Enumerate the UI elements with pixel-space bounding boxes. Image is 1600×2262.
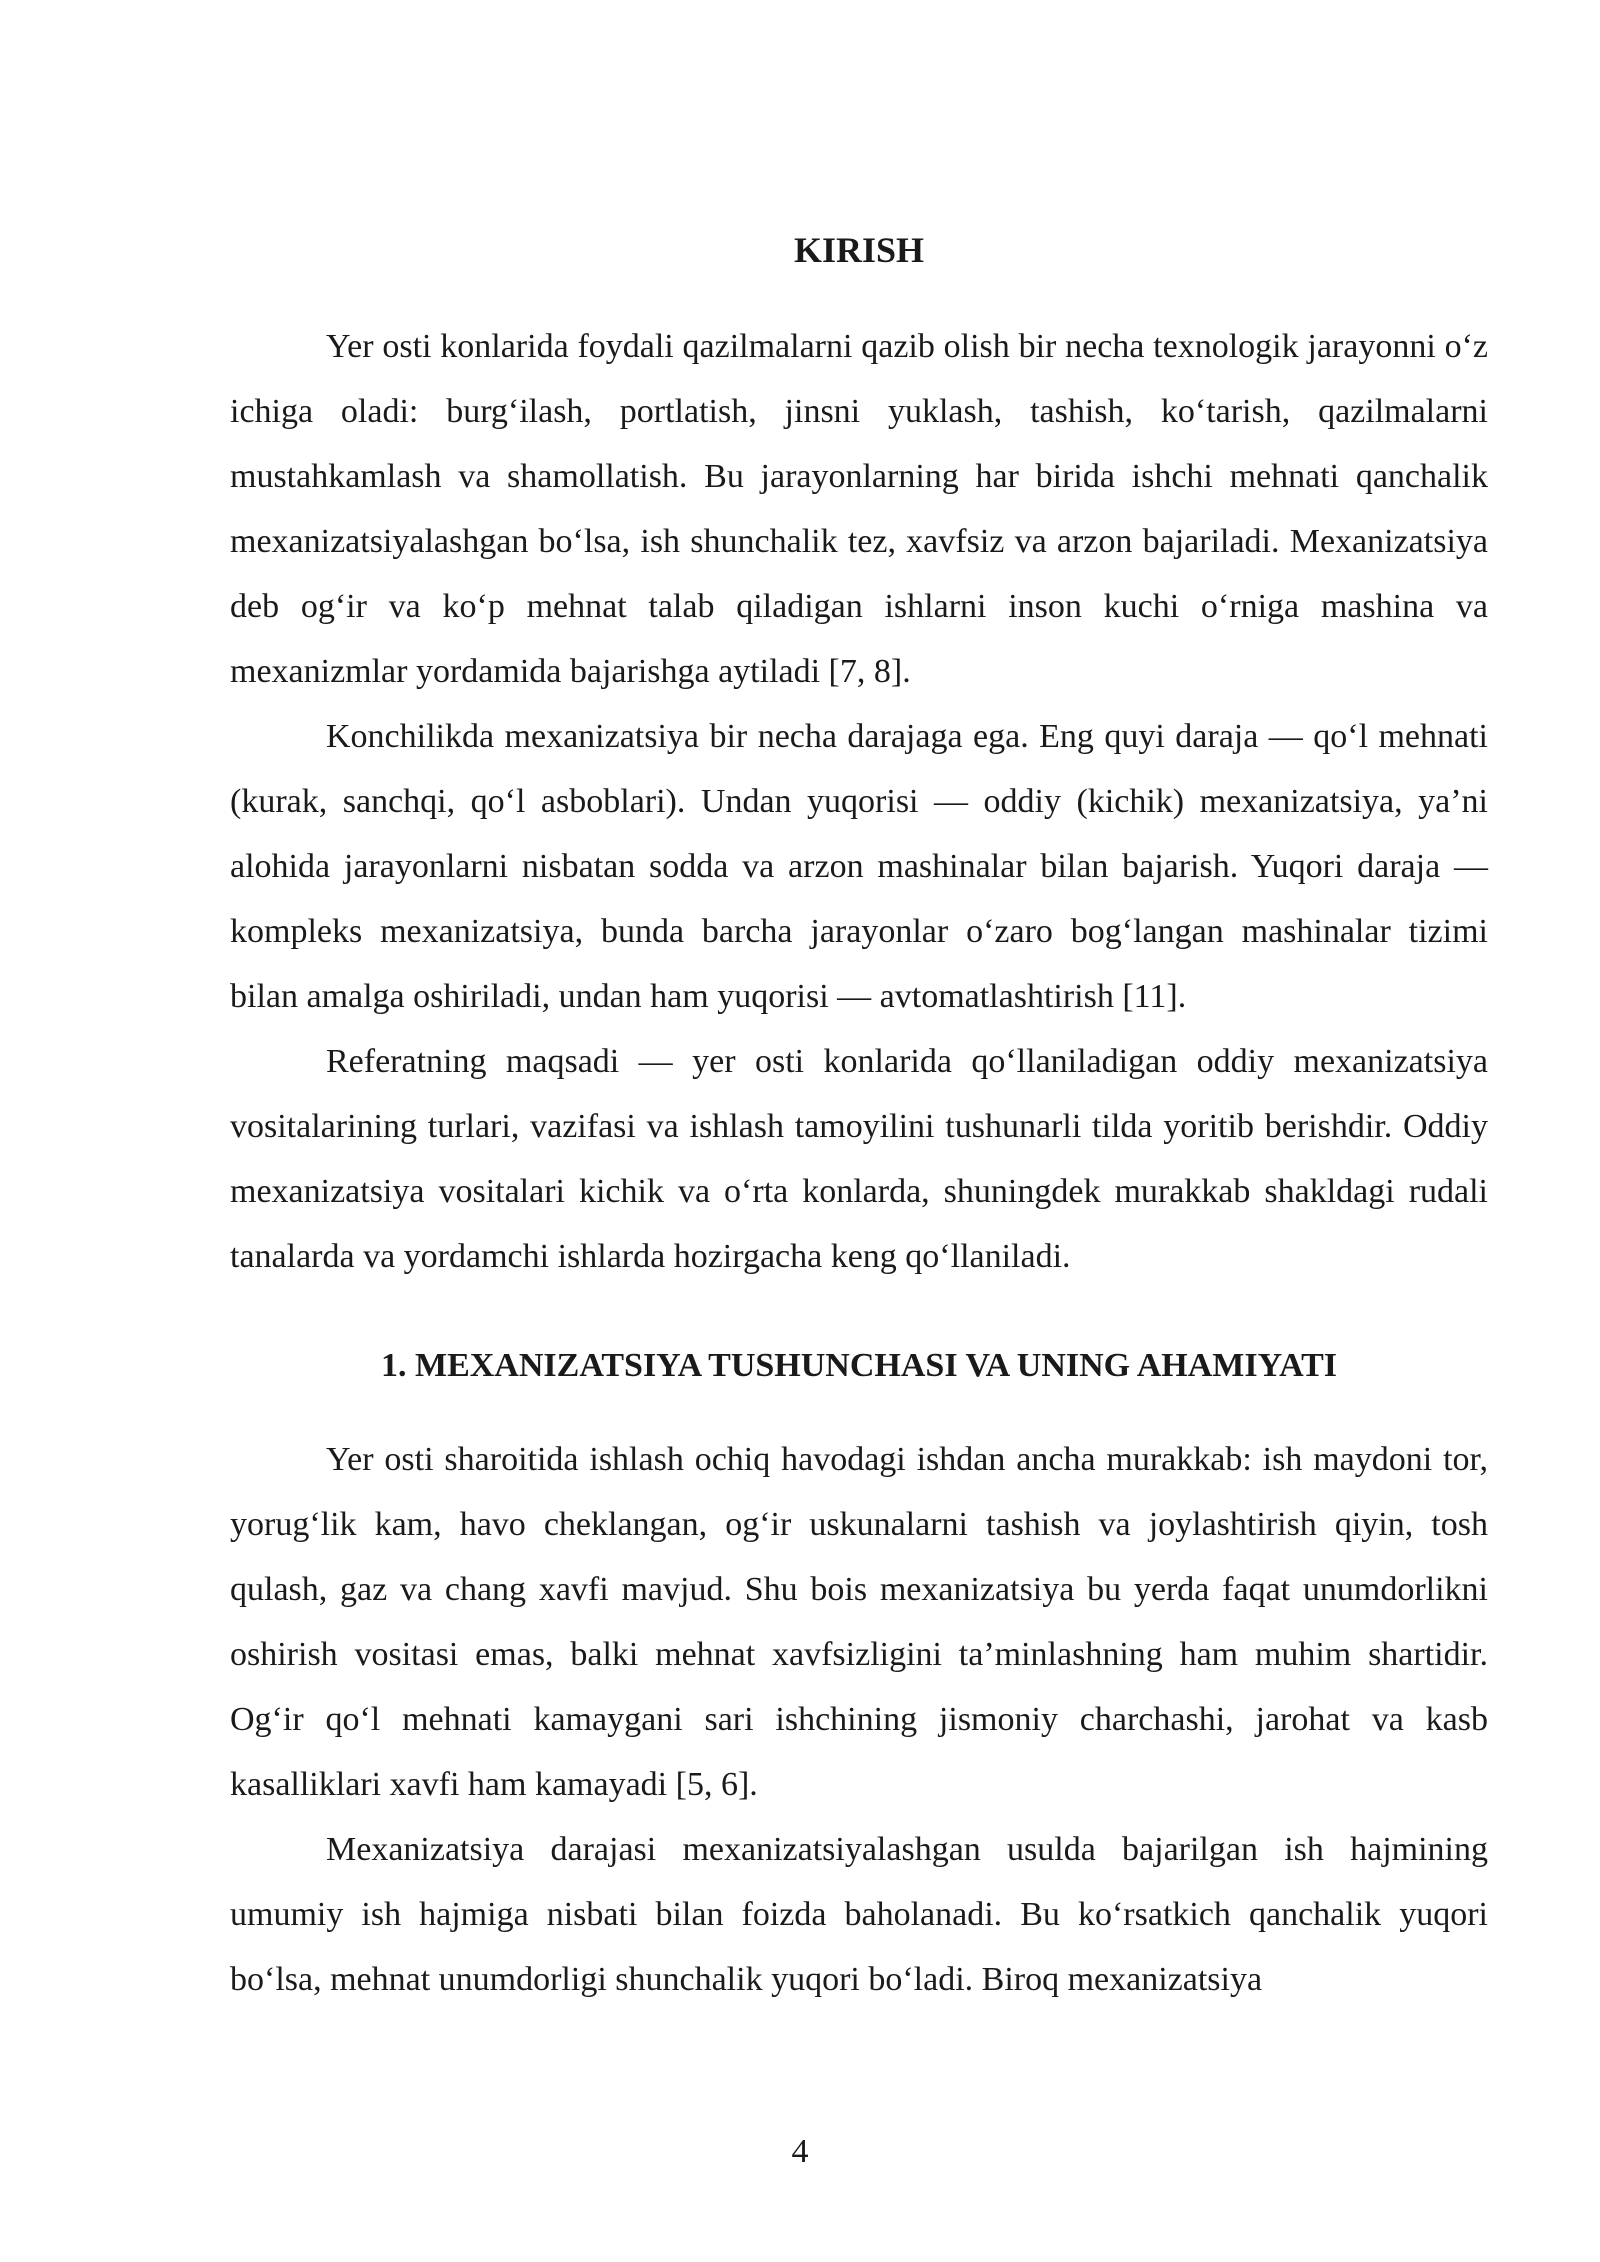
intro-paragraph-1: Yer osti konlarida foydali qazilmalarni qazib olish bir necha texnologik jarayonni o‘z ichiga oladi: burg‘ilash, portlatish, jinsni yuklash, tashish, ko‘tarish, qazilmalarni mustahkamlash va shamollatish. Bu jarayonlarning har birida ishchi mehnati qanchalik mexanizatsiyalashgan bo‘lsa, ish shunchalik tez, xavfsiz va arzon bajariladi. Mexanizatsiya deb og‘ir va ko‘p mehnat talab qiladigan ishlarni inson kuchi o‘rniga mashina va mexanizmlar yordamida bajarishga aytiladi [7, 8]. (230, 328, 1488, 690)
intro-paragraph-2: Konchilikda mexanizatsiya bir necha darajaga ega. Eng quyi daraja — qo‘l mehnati (kurak, sanchqi, qo‘l asboblari). Undan yuqorisi — oddiy (kichik) mexanizatsiya, ya’ni alohida jarayonlarni nisbatan sodda va arzon mashinalar bilan bajarish. Yuqori daraja — kompleks mexanizatsiya, bunda barcha jarayonlar o‘zaro bog‘langan mashinalar tizimi bilan amalga oshiriladi, undan ham yuqorisi — avtomatlashtirish [11]. (230, 718, 1488, 1015)
page-title: KIRISH (793, 230, 925, 270)
document-page (230, 220, 1488, 2012)
section-paragraph-2: Mexanizatsiya darajasi mexanizatsiyalashgan usulda bajarilgan ish hajmining umumiy ish hajmiga nisbati bilan foizda baholanadi. Bu ko‘rsatkich qanchalik yuqori bo‘lsa, mehnat unumdorligi shunchalik yuqori bo‘ladi. Biroq mexanizatsiya (230, 1831, 1488, 1998)
section-heading: 1. MEXANIZATSIYA TUSHUNCHASI VA UNING AHAMIYATI (380, 1347, 1338, 1384)
intro-paragraph-3: Referatning maqsadi — yer osti konlarida qo‘llaniladigan oddiy mexanizatsiya vositalarining turlari, vazifasi va ishlash tamoyilini tushunarli tilda yoritib berishdir. Oddiy mexanizatsiya vositalari kichik va o‘rta konlarda, shuningdek murakkab shakldagi rudali tanalarda va yordamchi ishlarda hozirgacha keng qo‘llaniladi. (230, 1043, 1488, 1275)
page-number: 4 (791, 2133, 809, 2170)
section-paragraph-1: Yer osti sharoitida ishlash ochiq havodagi ishdan ancha murakkab: ish maydoni tor, yorug‘lik kam, havo cheklangan, og‘ir uskunalarni tashish va joylashtirish qiyin, tosh qulash, gaz va chang xavfi mavjud. Shu bois mexanizatsiya bu yerda faqat unumdorlikni oshirish vositasi emas, balki mehnat xavfsizligini ta’minlashning ham muhim shartidir. Og‘ir qo‘l mehnati kamaygani sari ishchining jismoniy charchashi, jarohat va kasb kasalliklari xavfi ham kamayadi [5, 6]. (230, 1441, 1488, 1803)
